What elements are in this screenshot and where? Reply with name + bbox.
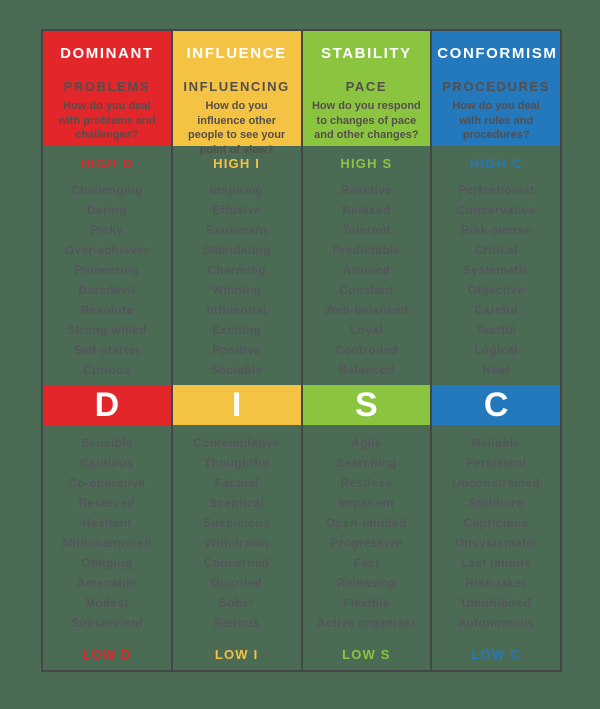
trait-word: Inspiring (209, 183, 264, 197)
column-question: How do you influence other people to see your point of view? (188, 100, 286, 157)
trait-word: Controlled (334, 343, 398, 357)
trait-word: Contemplative (193, 436, 280, 450)
trait-word: Neat (482, 363, 510, 377)
trait-word: Sociable (210, 363, 263, 377)
trait-word: Pioneering (74, 263, 140, 277)
trait-word: Resolute (80, 303, 134, 317)
trait-word: Tactful (475, 323, 517, 337)
trait-word: Positive (212, 343, 261, 357)
trait-word: Restless (340, 476, 393, 490)
trait-word: Searching (336, 456, 397, 470)
low-label-s: LOW S (342, 646, 391, 662)
column-title: CONFORMISM (437, 45, 558, 62)
high-label-i: HIGH I (213, 155, 261, 171)
trait-word: Attuned (342, 263, 391, 277)
low-label-i: LOW I (214, 646, 259, 662)
high-words-list-i (173, 180, 301, 380)
disc-letter-band-i (173, 385, 301, 425)
trait-word: Uninhibited (461, 596, 531, 610)
high-label-c: HIGH C (469, 155, 523, 171)
trait-word: Stimulating (202, 243, 271, 257)
trait-word: Agile (350, 436, 382, 450)
trait-word: Unconstrained (452, 476, 541, 490)
high-words-list-c (432, 180, 560, 380)
column-question: How do you deal with problems and challenges? (58, 100, 156, 142)
high-words-list-d (43, 180, 171, 380)
trait-word: Concerned (203, 556, 270, 570)
trait-word: Effusive (212, 203, 262, 217)
column-header-conformism (432, 31, 560, 146)
disc-letter: C (483, 386, 509, 424)
trait-word: Reliable (471, 436, 521, 450)
column-subtitle: INFLUENCING (183, 79, 290, 94)
trait-word: Capricious (463, 516, 529, 530)
trait-word: Flexible (342, 596, 390, 610)
trait-word: Guarded (210, 576, 263, 590)
trait-word: Withdrawn (204, 536, 269, 550)
low-words-list-s (303, 433, 431, 633)
trait-word: Conservative (456, 203, 536, 217)
trait-word: Over-achiever (64, 243, 149, 257)
column-header-stability (303, 31, 431, 146)
trait-word: Constant (339, 283, 394, 297)
column-title: STABILITY (320, 45, 412, 62)
trait-word: Risk-averse (460, 223, 532, 237)
trait-word: Predictable (332, 243, 401, 257)
trait-word: Progressive (330, 536, 403, 550)
trait-word: Systematic (462, 263, 530, 277)
trait-word: Modest (84, 596, 129, 610)
column-header-dominant (43, 31, 171, 146)
column-stability (303, 31, 433, 670)
trait-word: Daring (86, 203, 127, 217)
trait-word: Exciting (212, 323, 262, 337)
trait-word: Balanced (338, 363, 395, 377)
low-words-list-c (432, 433, 560, 633)
column-conformism (432, 31, 560, 670)
trait-word: Hesitant (82, 516, 132, 530)
trait-word: Picky (90, 223, 124, 237)
trait-word: Perfectionist (457, 183, 535, 197)
trait-word: Open-minded (326, 516, 407, 530)
trait-word: Co-operative (68, 476, 146, 490)
trait-word: Daredevil (78, 283, 136, 297)
trait-word: Impatient (338, 496, 395, 510)
trait-word: Stubborn (468, 496, 524, 510)
low-label-c: LOW C (471, 646, 521, 662)
trait-word: Autonomous (457, 616, 535, 630)
column-subtitle: PACE (345, 79, 388, 94)
trait-word: Risk-taker (465, 576, 527, 590)
low-words-list-i (173, 433, 301, 633)
trait-word: Influential (206, 303, 267, 317)
trait-word: Mild-mannered (62, 536, 152, 550)
disc-letter: S (355, 386, 378, 424)
trait-word: Well-balanced (324, 303, 409, 317)
low-words-list-d (43, 433, 171, 633)
trait-word: Factual (214, 476, 259, 490)
trait-word: Unsystematic (455, 536, 537, 550)
high-words-list-s (303, 180, 431, 380)
trait-word: Exuberant (205, 223, 268, 237)
trait-word: Challenging (70, 183, 143, 197)
high-label-s: HIGH S (340, 155, 393, 171)
column-question: How do you deal with rules and procedures? (452, 100, 540, 142)
trait-word: Reserved (78, 496, 136, 510)
column-dominant (43, 31, 173, 670)
trait-word: Thoughtful (203, 456, 270, 470)
low-label-d: LOW D (82, 646, 132, 662)
trait-word: Charming (207, 263, 266, 277)
column-subtitle: PROCEDURES (442, 79, 550, 94)
trait-word: Sceptical (208, 496, 265, 510)
trait-word: Persistent (465, 456, 527, 470)
disc-letter-band-c (432, 385, 560, 425)
trait-word: Tolerant (341, 223, 391, 237)
disc-table (41, 29, 562, 672)
column-title: DOMINANT (60, 45, 154, 62)
trait-word: Logical (474, 343, 519, 357)
trait-word: Relaxed (342, 203, 391, 217)
column-question: How do you respond to changes of pace and other changes? (311, 100, 421, 142)
trait-word: Releasing (336, 576, 397, 590)
high-label-d: HIGH D (80, 155, 134, 171)
column-title: INFLUENCE (186, 45, 287, 62)
trait-word: Last minute (460, 556, 532, 570)
trait-word: Critical (474, 243, 518, 257)
trait-word: Loyal (349, 323, 383, 337)
trait-word: Reactive (340, 183, 393, 197)
trait-word: Sober (218, 596, 255, 610)
trait-word: Careful (474, 303, 518, 317)
trait-word: Active organiser (316, 616, 416, 630)
trait-word: Obliging (81, 556, 133, 570)
disc-letter-band-s (303, 385, 431, 425)
trait-word: Amenable (76, 576, 137, 590)
column-subtitle: PROBLEMS (63, 79, 151, 94)
trait-word: Self-starter (73, 343, 141, 357)
column-header-influence (173, 31, 301, 157)
trait-word: Suspicious (203, 516, 271, 530)
trait-word: Serious (213, 616, 260, 630)
trait-word: Strong-willed (66, 323, 147, 337)
trait-word: Fast (353, 556, 380, 570)
disc-letter: D (94, 386, 120, 424)
trait-word: Cautious (80, 456, 134, 470)
trait-word: Sensible (80, 436, 133, 450)
disc-letter: I (231, 386, 242, 424)
trait-word: Winning (211, 283, 262, 297)
column-influence (173, 31, 303, 670)
trait-word: Curious (83, 363, 131, 377)
trait-word: Subservient (70, 616, 143, 630)
disc-letter-band-d (43, 385, 171, 425)
trait-word: Objective (467, 283, 525, 297)
